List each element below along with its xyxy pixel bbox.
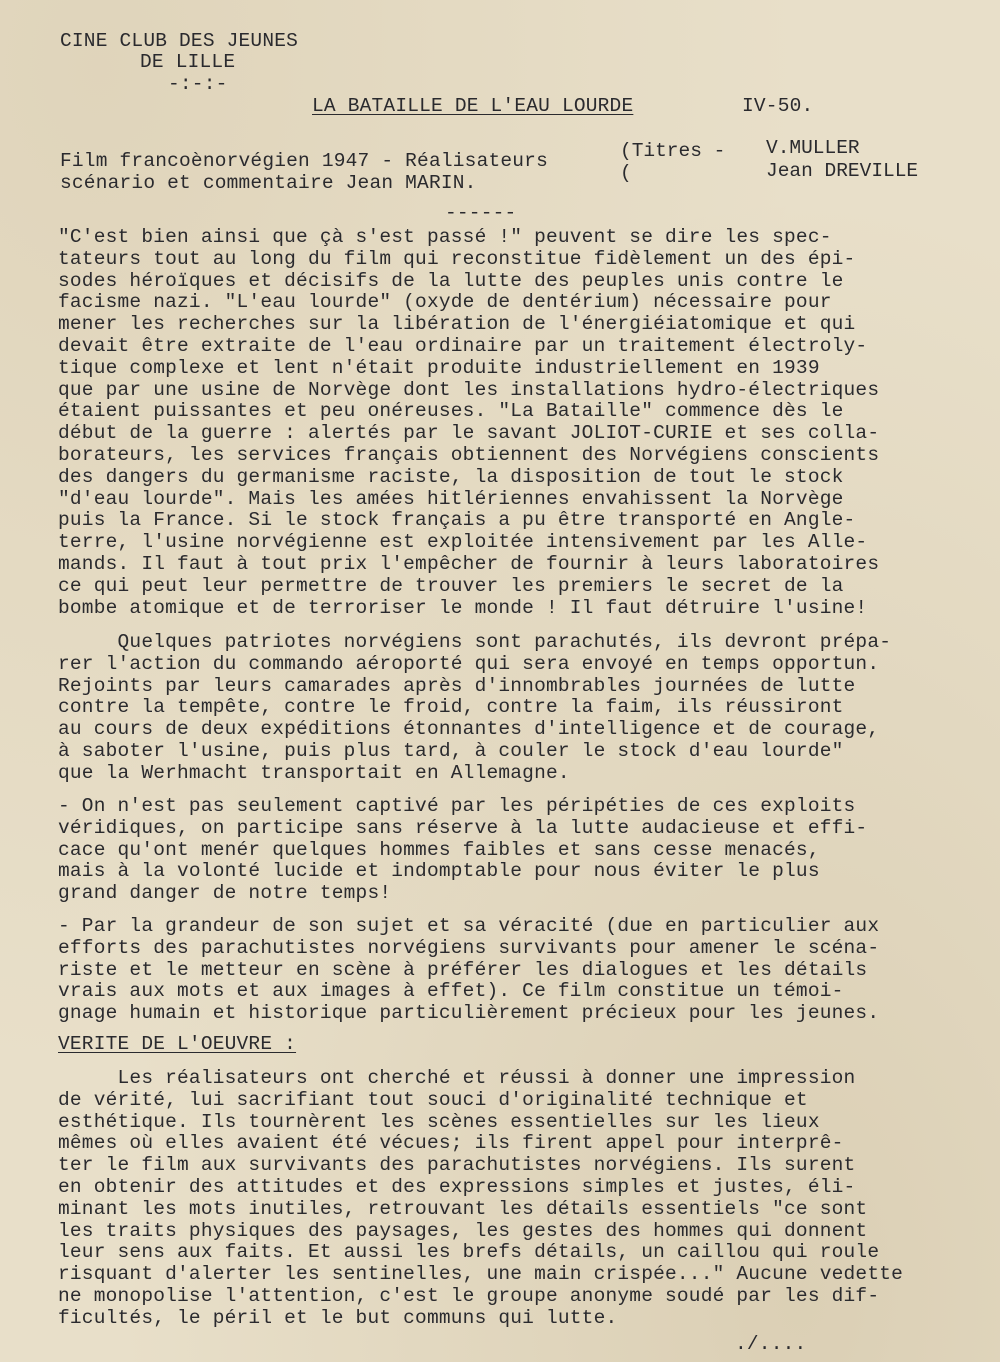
text-line: ficultés, le péril et le but communs qui lutte. (58, 1306, 618, 1329)
text-line: borateurs, les services français obtiennent des Norvégiens conscients (58, 444, 880, 466)
text-line: gnage humain et historique particulièrement précieux pour les jeunes. (58, 1002, 880, 1025)
credits-name1: V.MULLER (766, 137, 860, 159)
text-line: ce qui peut leur permettre de trouver les premiers le secret de la (58, 574, 844, 597)
text-line: riste et le metteur en scène à préférer les dialogues et les détails (58, 958, 868, 981)
text-line: que par une usine de Norvège dont les installations hydro-électriques (58, 378, 880, 401)
text-line: grand danger de notre temps! (58, 882, 392, 905)
text-line: ter le film aux survivants des parachutistes norvégiens. Ils surent (58, 1154, 856, 1177)
text-line: leur sens aux faits. Et aussi les brefs détails, un caillou qui roule (58, 1241, 880, 1264)
text-line: sodes héroïques et décisifs de la lutte des peuples unis contre le (58, 269, 844, 292)
club-name-line1: CINE CLUB DES JEUNES (60, 30, 299, 52)
section-heading: VERITE DE L'OEUVRE : (58, 1033, 297, 1055)
text-line: mener les recherches sur la libération de l'énergiéiatomique et qui (58, 313, 856, 336)
text-line: terre, l'usine norvégienne est exploitée intensivement par les Alle- (58, 531, 868, 554)
text-line: mais à la volonté lucide et indomptable pour nous éviter le plus (58, 860, 820, 883)
text-line: ne monopolise l'attention, c'est le groupe anonyme soudé par les dif- (58, 1285, 880, 1307)
text-line: Quelques patriotes norvégiens sont parachutés, ils devront prépa- (58, 631, 892, 653)
separator: ------ (445, 202, 517, 224)
text-line: des dangers du germanisme raciste, la disposition de tout le stock (58, 465, 844, 488)
text-line: esthétique. Ils tournèrent les scènes essentielles sur les lieux (58, 1110, 820, 1133)
text-line: à saboter l'usine, puis plus tard, à couler le stock d'eau lourde" (58, 740, 844, 762)
text-line: rer l'action du commando aéroporté qui sera envoyé en temps opportun. (58, 652, 880, 675)
club-name-line2: DE LILLE (140, 51, 236, 73)
text-line: cace qu'ont menér quelques hommes faibles et sans cesse menacés, (58, 838, 820, 861)
club-decor-line: -:-:- (168, 73, 228, 95)
text-line: facisme nazi. "L'eau lourde" (oxyde de dentérium) nécessaire pour (58, 291, 832, 314)
text-line: "d'eau lourde". Mais les amées hitlériennes envahissent la Norvège (58, 487, 844, 510)
text-line: au cours de deux expéditions étonnantes d'intelligence et de courage, (58, 718, 880, 741)
text-line: - On n'est pas seulement captivé par les péripéties de ces exploits (58, 795, 856, 817)
text-line: efforts des parachutistes norvégiens survivants pour amener le scéna- (58, 936, 880, 959)
text-line: véridiques, on participe sans réserve à la lutte audacieuse et effi- (58, 816, 868, 839)
text-line: de vérité, lui sacrifiant tout souci d'originalité technique et (58, 1088, 808, 1111)
text-line: que la Werhmacht transportait en Allemagne. (58, 761, 570, 784)
text-line: risquant d'alerter les sentinelles, une main crispée..." Aucune vedette (58, 1263, 904, 1286)
text-line: "C'est bien ainsi que çà s'est passé !" peuvent se dire les spec- (58, 226, 832, 248)
text-line: en obtenir des attitudes et des expressions simples et justes, éli- (58, 1176, 856, 1198)
text-line: les traits physiques des paysages, les gestes des hommes qui donnent (58, 1219, 868, 1242)
text-line: mands. Il faut à tout prix l'empêcher de fournir à leurs laboratoires (58, 553, 880, 575)
text-line: Les réalisateurs ont cherché et réussi à donner une impression (58, 1067, 856, 1089)
credits-paren1: (Titres - (620, 140, 726, 162)
text-line: étaient puissantes et peu onéreuses. "La Bataille" commence dès le (58, 400, 844, 423)
credits-paren2: ( (620, 162, 632, 184)
credits-name2: Jean DREVILLE (766, 160, 919, 182)
text-line: contre la tempête, contre le froid, contre la faim, ils réussiront (58, 696, 844, 719)
credits-line2: scénario et commentaire Jean MARIN. (60, 172, 477, 194)
film-title: LA BATAILLE DE L'EAU LOURDE (312, 95, 634, 117)
text-line: minant les mots inutiles, retrouvant les détails essentiels "ce sont (58, 1197, 868, 1220)
text-line: tateurs tout au long du film qui reconstitue fidèlement un des épi- (58, 247, 856, 270)
continued-mark: ./.... (735, 1333, 807, 1355)
credits-line1: Film francoènorvégien 1947 - Réalisateurs (60, 150, 548, 172)
issue-number: IV-50. (742, 95, 814, 117)
text-line: vrais aux mots et aux images à effet). Ce film constitue un témoi- (58, 980, 844, 1003)
text-line: puis la France. Si le stock français a pu être transporté en Angle- (58, 509, 856, 532)
text-line: tique complexe et lent n'était produite industriellement en 1939 (58, 356, 820, 379)
text-line: devait être extraite de l'eau ordinaire par un traitement électroly- (58, 335, 868, 357)
text-line: début de la guerre : alertés par le savant JOLIOT-CURIE et ses colla- (58, 422, 880, 445)
text-line: Rejoints par leurs camarades après d'innombrables journées de lutte (58, 674, 856, 697)
text-line: - Par la grandeur de son sujet et sa véracité (due en particulier aux (58, 915, 880, 937)
text-line: bombe atomique et de terroriser le monde ! Il faut détruire l'usine! (58, 596, 868, 619)
text-line: mêmes où elles avaient été vécues; ils firent appel pour interprê- (58, 1132, 844, 1155)
